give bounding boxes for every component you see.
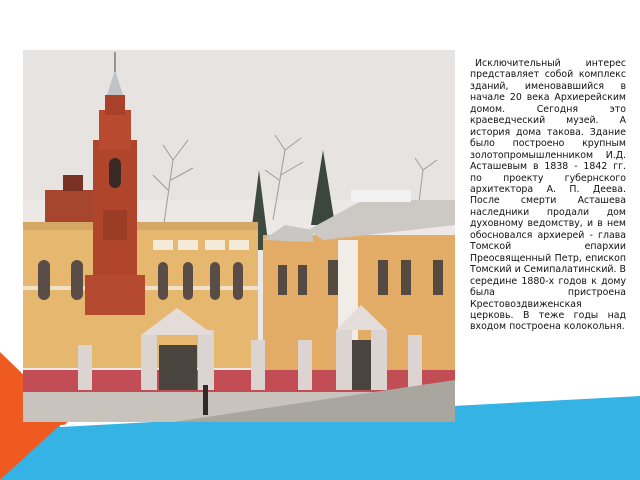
description-paragraph: Исключительный интерес представляет собой комплекс зданий, именовавшийся в начале 20 века Архиерейским домом. Сегодня это краеведческий музей. А история дома такова. Здание было построено крупным золотопромышленником И.Д. Асташевым в 1838 - 1842 гг. по проекту губернского архитектора А. П. Деева. После смерти Асташева наследники продали дом духовному ведомству, и в нем обосновался архиерей - глава Томской епархии Преосвященный Петр, епископ Томский и Семипалатинский. В середине 1880-х годов к дому была пристроена Крестовоздвиженская церковь. В теже годы над входом построена колокольня. <box>470 58 626 333</box>
building-photo <box>23 50 455 422</box>
description-text-block <box>470 58 626 333</box>
